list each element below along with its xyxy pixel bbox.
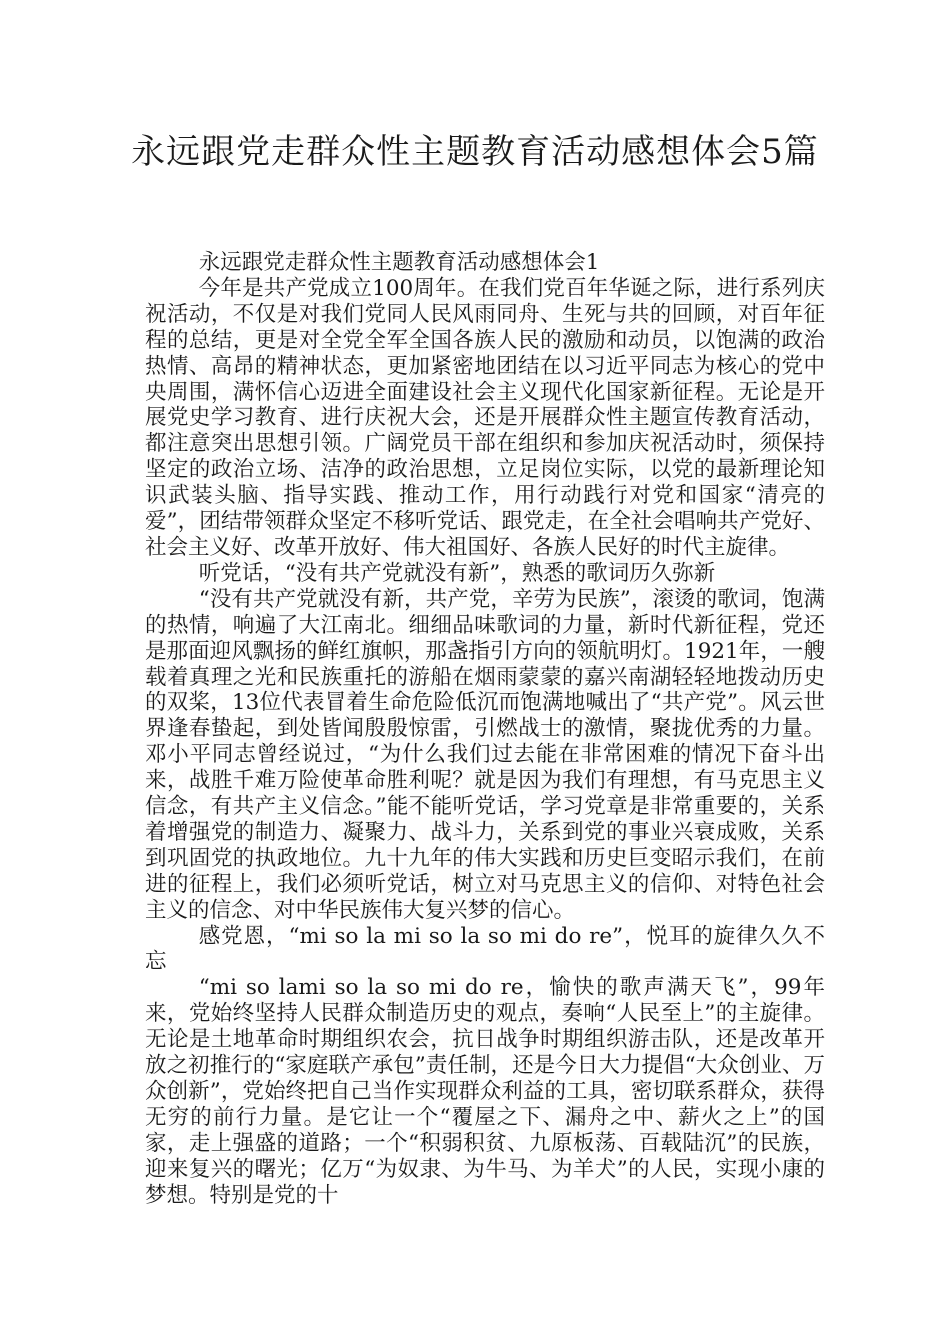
paragraph: “mi so lami so la so mi do re，愉快的歌声满天飞”，99年来，党始终坚持人民群众制造历史的观点，奏响“人民至上”的主旋律。无论是土地革命时期组织农会，抗日战争时期组织游击队，还是改革开放之初推行的“家庭联产承包”责任制，还是今日大力提倡“大众创业、万众创新”，党始终把自己当作实现群众利益的工具，密切联系群众，获得无穷的前行力量。是它让一个“覆屋之下、漏舟之中、薪火之上”的国家，走上强盛的道路；一个“积弱积贫、九原板荡、百载陆沉”的民族，迎来复兴的曙光；亿万“为奴隶、为牛马、为羊犬”的人民，实现小康的梦想。特别是党的十 xyxy=(145,975,825,1208)
paragraph: “没有共产党就没有新，共产党，辛劳为民族”，滚烫的歌词，饱满的热情，响遍了大江南北。细细品味歌词的力量，新时代新征程，党还是那面迎风飘扬的鲜红旗帜，那盏指引方向的领航明灯。1921年，一艘载着真理之光和民族重托的游船在烟雨蒙蒙的嘉兴南湖轻轻地拨动历史的双桨，13位代表冒着生命危险低沉而饱满地喊出了“共产党”。风云世界逢春蛰起，到处皆闻殷殷惊雷，引燃战士的激情，聚拢优秀的力量。邓小平同志曾经说过，“为什么我们过去能在非常困难的情况下奋斗出来，战胜千难万险使革命胜利呢？就是因为我们有理想，有马克思主义信念，有共产主义信念。”能不能听党话，学习党章是非常重要的，关系着增强党的制造力、凝聚力、战斗力，关系到党的事业兴衰成败，关系到巩固党的执政地位。九十九年的伟大实践和历史巨变昭示我们，在前进的征程上，我们必须听党话，树立对马克思主义的信仰、对特色社会主义的信念、对中华民族伟大复兴梦的信心。 xyxy=(145,586,825,923)
section-heading: 感党恩，“mi so la mi so la so mi do re”，悦耳的旋律久久不忘 xyxy=(145,923,825,975)
section-heading: 永远跟党走群众性主题教育活动感想体会1 xyxy=(198,250,600,275)
document-title: 永远跟党走群众性主题教育活动感想体会5篇 xyxy=(131,132,819,172)
document-body xyxy=(145,250,825,1209)
paragraph: 今年是共产党成立100周年。在我们党百年华诞之际，进行系列庆祝活动，不仅是对我们党同人民风雨同舟、生死与共的回顾，对百年征程的总结，更是对全党全军全国各族人民的激励和动员，以饱满的政治热情、高昂的精神状态，更加紧密地团结在以习近平同志为核心的党中央周围，满怀信心迈进全面建设社会主义现代化国家新征程。无论是开展党史学习教育、进行庆祝大会，还是开展群众性主题宣传教育活动，都注意突出思想引领。广阔党员干部在组织和参加庆祝活动时，须保持坚定的政治立场、洁净的政治思想，立足岗位实际，以党的最新理论知识武装头脑、指导实践、推动工作，用行动践行对党和国家“清亮的爱”，团结带领群众坚定不移听党话、跟党走，在全社会唱响共产党好、社会主义好、改革开放好、伟大祖国好、各族人民好的时代主旋律。 xyxy=(145,275,825,560)
section-heading: 听党话，“没有共产党就没有新”，熟悉的歌词历久弥新 xyxy=(198,560,716,586)
